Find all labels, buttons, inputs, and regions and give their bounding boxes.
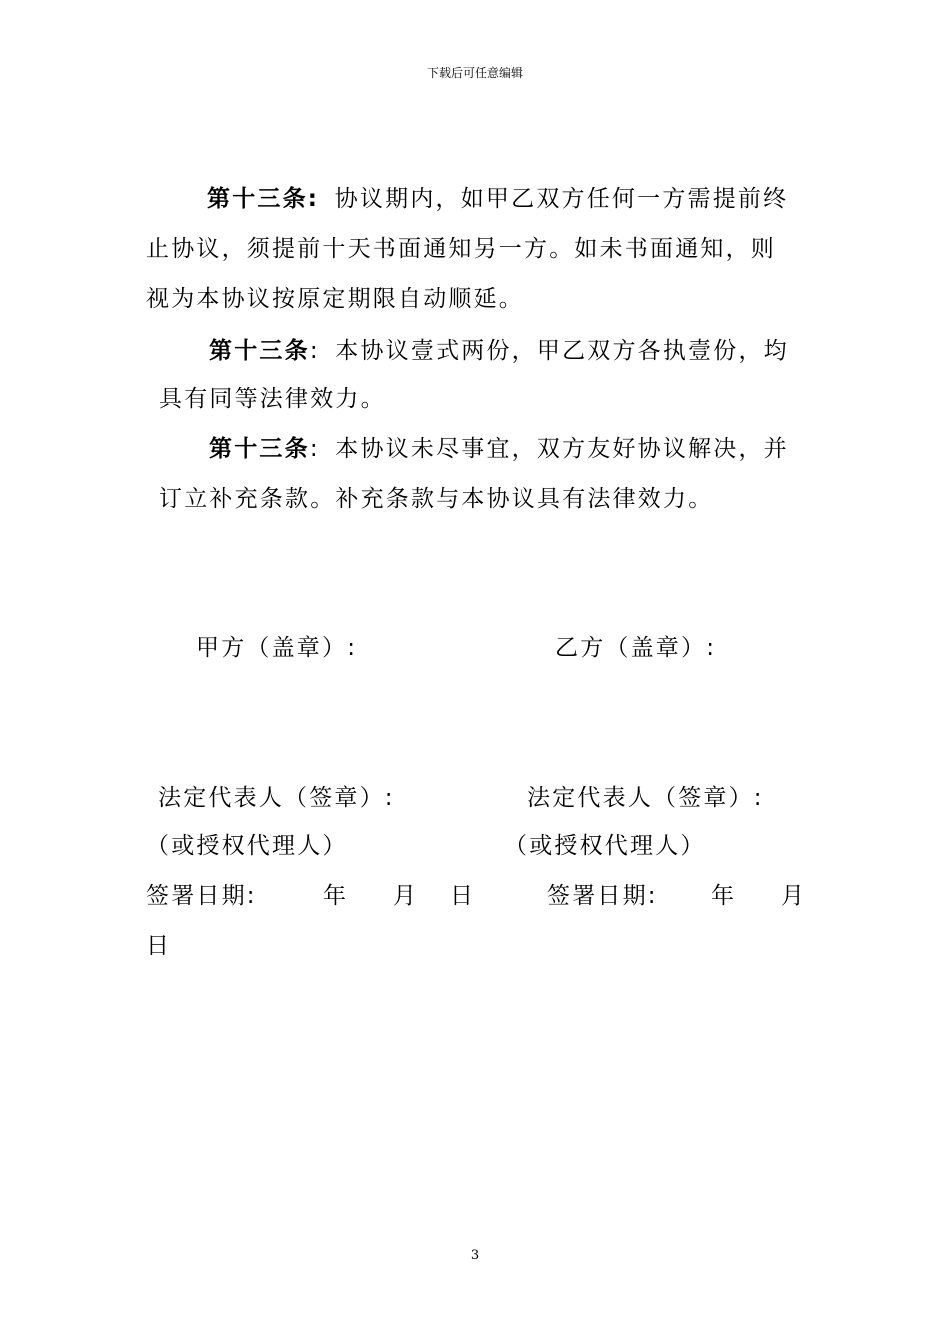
clause-1-text-3: 视为本协议按原定期限自动顺延。 (146, 286, 524, 312)
clause-3-text-1: 本协议未尽事宜，双方友好协议解决，并 (335, 436, 789, 462)
party-b-seal-label: 乙方（盖章）: (555, 635, 717, 661)
clause-2-text-2: 具有同等法律效力。 (159, 386, 386, 412)
clause-3-first-line (209, 434, 789, 464)
party-a-month-label: 月 (393, 883, 419, 909)
party-b-agent-label: （或授权代理人） (504, 833, 706, 859)
party-b-day-label: 日 (146, 933, 172, 959)
clause-3-heading: 第十三条 (209, 436, 310, 462)
party-a-year-label: 年 (323, 883, 349, 909)
clause-1-text-1: 协议期内，如甲乙双方任何一方需提前终 (334, 186, 789, 212)
clause-3-colon: : (309, 436, 320, 462)
clause-2-first-line (209, 336, 789, 366)
clause-1-heading: 第十三条: (207, 186, 320, 212)
page-number: 3 (470, 1248, 480, 1263)
party-b-month-label: 月 (781, 883, 807, 909)
party-a-agent-label: （或授权代理人） (146, 833, 348, 859)
party-a-rep-label: 法定代表人（签章）: (158, 785, 395, 811)
page-header: 下载后可任意编辑 (426, 66, 523, 80)
clause-1-text-2: 止协议，须提前十天书面通知另一方。如未书面通知，则 (146, 236, 776, 262)
clause-2-heading: 第十三条 (209, 338, 310, 364)
party-a-seal-label: 甲方（盖章）: (196, 635, 358, 661)
party-a-date-label: 签署日期: (146, 883, 257, 909)
party-b-date-label: 签署日期: (547, 883, 658, 909)
party-b-rep-label: 法定代表人（签章）: (527, 785, 764, 811)
party-a-day-label: 日 (450, 883, 476, 909)
clause-1-first-line (207, 184, 788, 214)
clause-2-text-1: 本协议壹式两份，甲乙双方各执壹份，均 (335, 338, 789, 364)
clause-2-colon: : (309, 338, 320, 364)
party-b-year-label: 年 (711, 883, 737, 909)
clause-3-text-2: 订立补充条款。补充条款与本协议具有法律效力。 (159, 486, 714, 512)
